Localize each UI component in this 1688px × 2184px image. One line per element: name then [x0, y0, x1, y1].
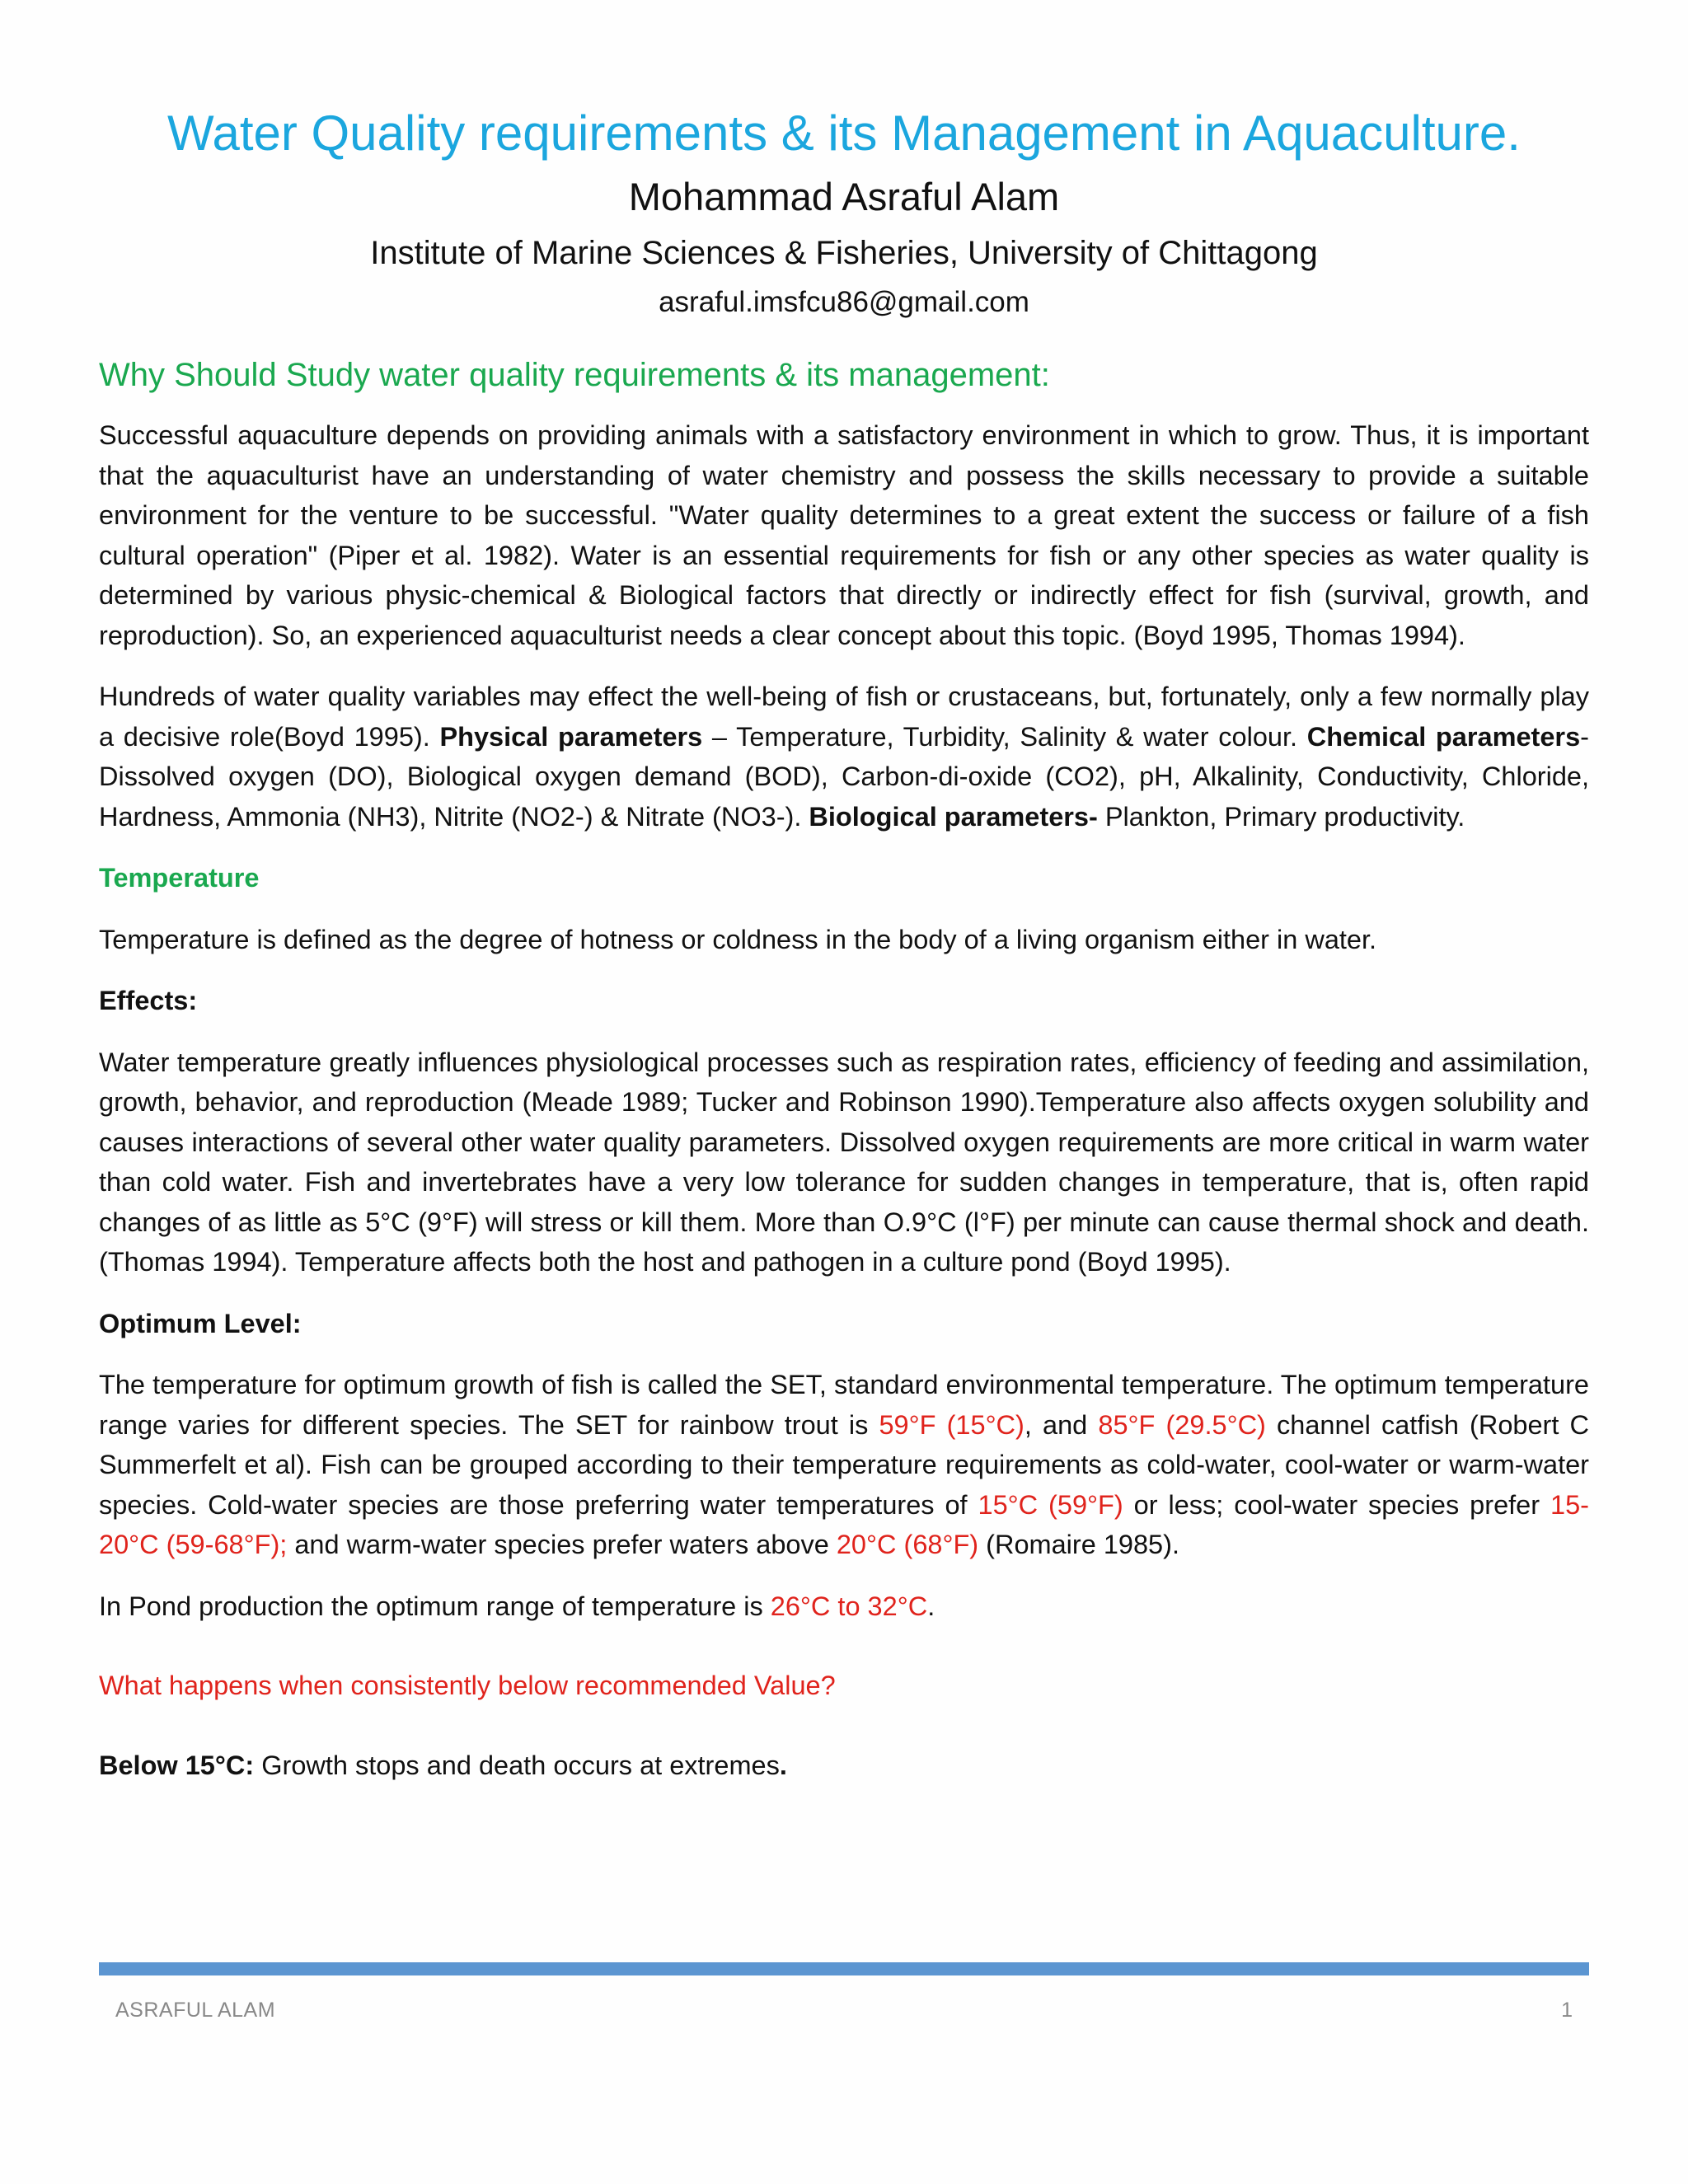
- below-15c-label: Below 15°C:: [99, 1750, 255, 1780]
- opt-highlight-cold-water: 15°C (59°F): [978, 1489, 1123, 1520]
- author-name: Mohammad Asraful Alam: [628, 175, 1060, 218]
- biological-parameters-label: Biological parameters-: [809, 801, 1098, 832]
- intro-paragraph-2: [99, 677, 1589, 837]
- opt-text-f: (Romaire 1985).: [978, 1530, 1179, 1559]
- temperature-definition: Temperature is defined as the degree of hotness or coldness in the body of a living organism either in water.: [99, 924, 1377, 954]
- below-15c-paragraph: [99, 1746, 1589, 1786]
- para2-text-d: Plankton, Primary productivity.: [1097, 801, 1465, 832]
- section-heading-why-study: Why Should Study water quality requirements & its management:: [99, 357, 1050, 393]
- pond-text-b: .: [927, 1591, 935, 1621]
- footer-page-number: 1: [1561, 1999, 1573, 2022]
- effects-heading: Effects:: [99, 986, 198, 1015]
- effects-paragraph: Water temperature greatly influences physiological processes such as respiration rates, efficiency of feeding and assimilation, growth, behavior, and reproduction (Meade 1989; Tucker and Robinson 1990).Temperature also affects oxygen solubility and causes interactions of several other water quality parameters. Dissolved oxygen requirements are more critical in warm water than cold water. Fish and invertebrates have a very low tolerance for sudden changes in temperature, that is, often rapid changes of as little as 5°C (9°F) will stress or kill them. More than O.9°C (l°F) per minute can cause thermal shock and death. (Thomas 1994). Temperature affects both the host and pathogen in a culture pond (Boyd 1995).: [99, 1047, 1589, 1277]
- intro-paragraph-1: Successful aquaculture depends on providing animals with a satisfactory environment in which to grow. Thus, it is important that the aquaculturist have an understanding of water chemistry and possess the skills necessary to provide a suitable environment for the venture to be successful. "Water quality determines to a great extent the success or failure of a fish cultural operation" (Piper et al. 1982). Water is an essential requirements for fish or any other species as water quality is determined by various physic-chemical & Biological factors that directly or indirectly effect for fish (survival, growth, and reproduction). So, an experienced aquaculturist needs a clear concept about this topic. (Boyd 1995, Thomas 1994).: [99, 420, 1589, 650]
- optimum-level-heading: Optimum Level:: [99, 1308, 302, 1338]
- below-recommended-question: What happens when consistently below recommended Value?: [99, 1671, 836, 1700]
- opt-text-b: , and: [1024, 1409, 1099, 1440]
- opt-highlight-rainbow-trout: 59°F (15°C): [879, 1409, 1025, 1440]
- opt-text-a: The temperature for optimum growth of fish is called the SET, standard environmental temperature. The optimum temperature range varies for different species. The SET for rainbow trout is: [99, 1370, 1589, 1440]
- footer-divider: [99, 1962, 1589, 1975]
- chemical-parameters-label: Chemical parameters: [1306, 721, 1581, 752]
- footer-author: ASRAFUL ALAM: [115, 1999, 276, 2022]
- optimum-level-paragraph: [99, 1365, 1589, 1565]
- opt-text-d: or less; cool-water species prefer: [1123, 1489, 1551, 1520]
- below-15c-end: .: [779, 1750, 787, 1780]
- para2-text-c: - Dissolved oxygen (DO), Biological oxygen demand (BOD), Carbon-di-oxide (CO2), pH, Alkalinity, Conductivity, Chloride, Hardness, Ammonia (NH3), Nitrite (NO2-) & Nitrate (NO3-).: [99, 721, 1589, 832]
- pond-production-paragraph: [99, 1586, 1589, 1627]
- temperature-heading: Temperature: [99, 863, 260, 893]
- opt-highlight-cool-water: 15-20°C (59-68°F);: [99, 1489, 1589, 1559]
- opt-highlight-channel-catfish: 85°F (29.5°C): [1098, 1409, 1266, 1440]
- para2-text-a: Hundreds of water quality variables may effect the well-being of fish or crustaceans, but, fortunately, only a few normally play a decisive role(Boyd 1995).: [99, 682, 1589, 752]
- para2-text-b: – Temperature, Turbidity, Salinity & water colour.: [702, 721, 1307, 752]
- opt-text-e: and warm-water species prefer waters above: [287, 1530, 837, 1559]
- author-affiliation: Institute of Marine Sciences & Fisheries, University of Chittagong: [370, 235, 1318, 271]
- opt-text-c: channel catfish (Robert C Summerfelt et al). Fish can be grouped according to their temperature requirements as cold-water, cool-water or warm-water species. Cold-water species are those preferring water temperatures of: [99, 1409, 1589, 1520]
- page-content: [99, 99, 1589, 1785]
- physical-parameters-label: Physical parameters: [439, 721, 703, 752]
- document-title: Water Quality requirements & its Management in Aquaculture.: [167, 105, 1521, 161]
- author-email[interactable]: asraful.imsfcu86@gmail.com: [659, 286, 1029, 318]
- pond-optimum-range: 26°C to 32°C: [770, 1591, 928, 1621]
- pond-text-a: In Pond production the optimum range of temperature is: [99, 1591, 771, 1621]
- opt-highlight-warm-water: 20°C (68°F): [836, 1530, 979, 1559]
- below-15c-text: Growth stops and death occurs at extremes: [254, 1750, 780, 1780]
